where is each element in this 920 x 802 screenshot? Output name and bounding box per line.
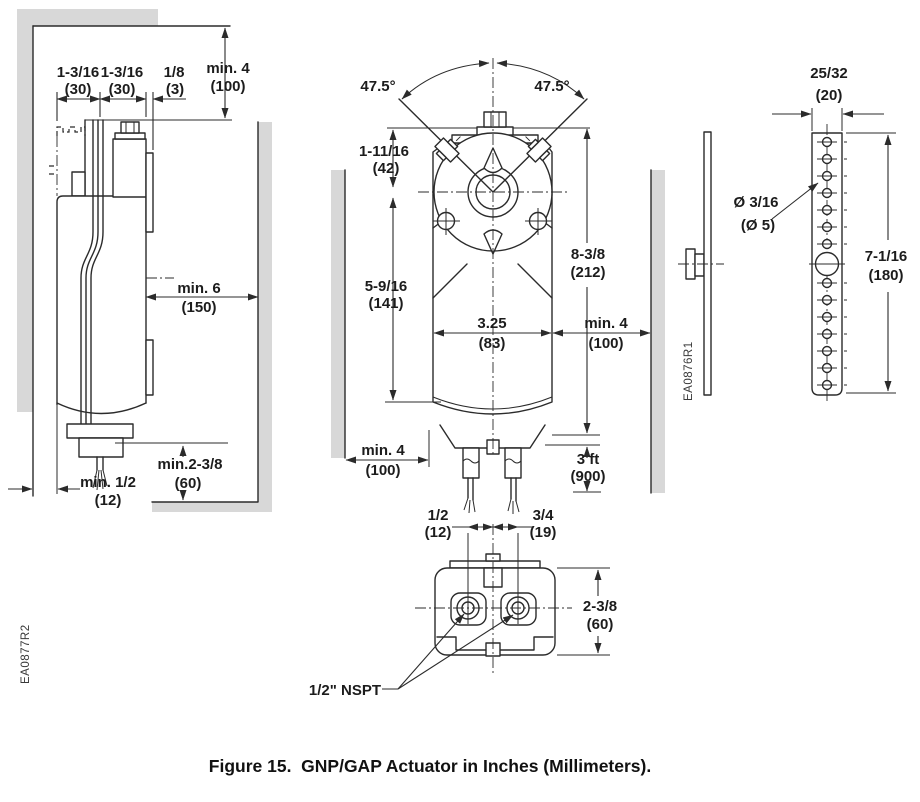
front-left-wall — [331, 170, 345, 458]
dim-plate-in: 1/8 — [163, 64, 185, 81]
dim-clear-right-in: min. 4 — [584, 315, 628, 332]
front-wires — [468, 478, 516, 501]
side-body-step — [72, 172, 85, 196]
floor — [152, 502, 272, 512]
dim-cable-in: 3 ft — [576, 451, 600, 468]
dim-offset1-in: 1-3/16 — [56, 64, 100, 81]
dim-plate-mm: (3) — [165, 81, 185, 98]
dim-height-mm: (212) — [570, 264, 606, 281]
bottom-top-plate — [450, 561, 540, 568]
dim-side-clearance-in: min. 6 — [177, 280, 221, 297]
dim-clear-right-mm: (100) — [588, 335, 624, 352]
dim-bottom-clearance-in: min.2-3/8 — [157, 456, 223, 473]
dim-offset2-in: 1-3/16 — [100, 64, 144, 81]
dim-bottom-clearance-mm: (60) — [174, 475, 202, 492]
front-shaft-nut — [484, 112, 506, 127]
alternate-position-outline — [57, 127, 85, 136]
nspt-label: 1/2" NSPT — [308, 682, 382, 699]
dim-body-in: 5-9/16 — [364, 278, 408, 295]
dim-conduit-right-mm: (19) — [529, 524, 557, 541]
angle-right-label: 47.5° — [534, 78, 570, 95]
bracket-edge-lower — [146, 340, 153, 395]
right-wall — [258, 122, 272, 512]
dim-clear-left-in: min. 4 — [361, 442, 405, 459]
figure-caption: Figure 15. GNP/GAP Actuator in Inches (Millimeters). — [208, 756, 652, 776]
front-wire-strands — [464, 498, 519, 514]
dim-bracket-height-in: 7-1/16 — [864, 248, 908, 265]
hole-dia-in: Ø 3/16 — [733, 194, 779, 211]
dim-width-in: 3.25 — [477, 315, 507, 332]
bottom-view — [309, 507, 617, 699]
dim-offset2-mm: (30) — [108, 81, 136, 98]
bracket-view — [733, 65, 907, 404]
dim-top-clearance-in: min. 4 — [206, 60, 250, 77]
angle-left-label: 47.5° — [360, 78, 396, 95]
front-view — [331, 58, 665, 514]
dim-side-clearance-mm: (150) — [181, 299, 217, 316]
ceiling-wall — [17, 9, 158, 26]
bracket-edge-plate — [704, 132, 711, 395]
side-motor-housing — [113, 139, 146, 197]
dim-clear-left-mm: (100) — [365, 462, 401, 479]
bracket-edge-upper — [146, 153, 153, 232]
side-shaft-nut — [121, 122, 139, 133]
dim-offset1-mm: (30) — [64, 81, 92, 98]
dim-conduit-left-mm: (12) — [424, 524, 452, 541]
dim-wall-clearance-in: min. 1/2 — [80, 474, 136, 491]
left-wall — [17, 9, 33, 412]
dim-height-in: 8-3/8 — [570, 246, 606, 263]
front-right-wall — [651, 170, 665, 493]
dim-width-mm: (83) — [478, 335, 506, 352]
dim-hub-mm: (42) — [372, 160, 400, 177]
dim-conduit-left-in: 1/2 — [427, 507, 449, 524]
side-wire — [97, 457, 103, 470]
hole-dia-mm: (Ø 5) — [740, 217, 776, 234]
side-bottom-dish — [57, 403, 146, 414]
side-washer — [115, 133, 145, 139]
dim-conduit-right-in: 3/4 — [532, 507, 554, 524]
side-outlet-neck — [79, 438, 123, 457]
side-view — [8, 9, 272, 684]
side-body-left — [57, 196, 113, 405]
dim-wall-clearance-mm: (12) — [94, 492, 122, 509]
side-outlet-block — [67, 424, 133, 438]
dim-bracket-width-in: 25/32 — [810, 65, 848, 82]
dim-hub-in: 1-11/16 — [358, 143, 410, 160]
coupling-inner — [695, 254, 704, 276]
dim-top-clearance-mm: (100) — [210, 78, 246, 95]
dim-body-mm: (141) — [368, 295, 404, 312]
dim-cable-mm: (900) — [570, 468, 606, 485]
drawing-code-side: EA0877R2 — [20, 624, 32, 684]
dim-depth-mm: (60) — [586, 616, 614, 633]
shaft-edge-view — [678, 132, 724, 401]
dim-bracket-height-mm: (180) — [868, 267, 904, 284]
drawing-code-bracket: EA0876R1 — [683, 341, 695, 401]
dim-bracket-width-mm: (20) — [815, 87, 843, 104]
dim-depth-in: 2-3/8 — [582, 598, 618, 615]
